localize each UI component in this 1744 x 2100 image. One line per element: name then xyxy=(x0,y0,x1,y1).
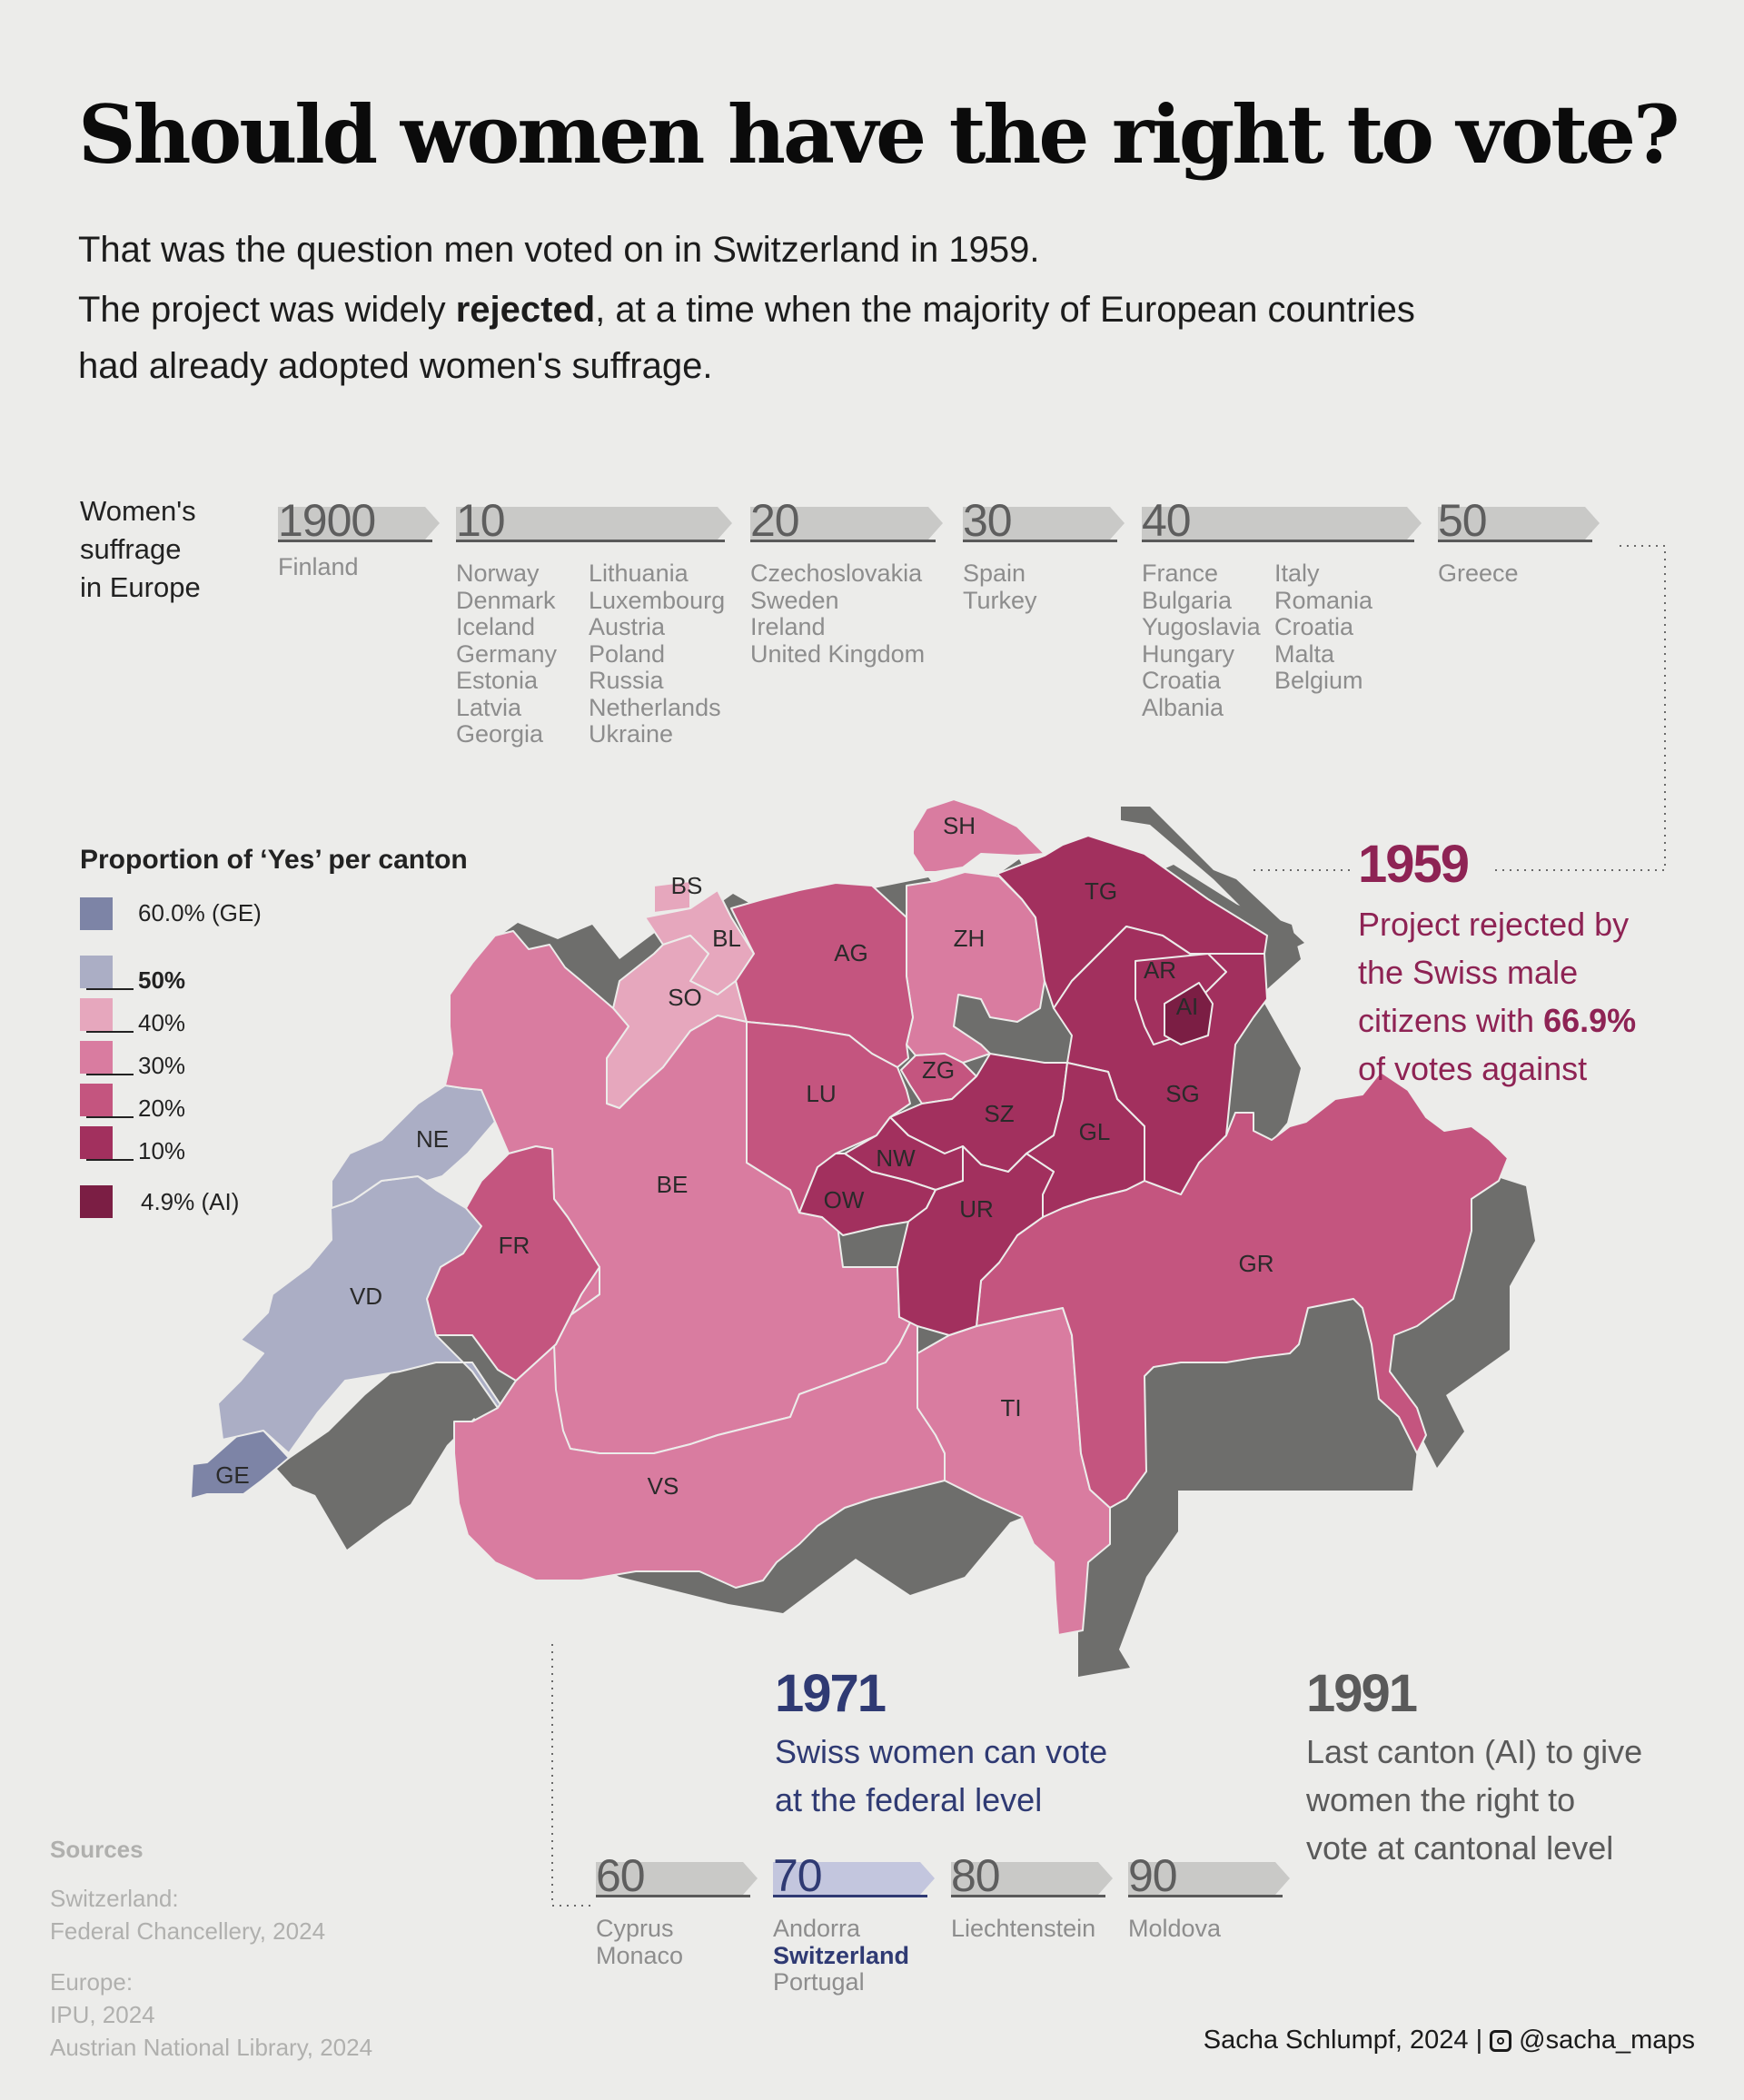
decade-label: 70 xyxy=(773,1850,822,1901)
sources-switzerland xyxy=(50,1882,372,1947)
subtitle-line-3: had already adopted women's suffrage. xyxy=(78,346,713,386)
subtitle-text: That was the question men voted on in Switzerland in xyxy=(78,230,949,270)
source-line: Austrian National Library, 2024 xyxy=(50,2034,373,2061)
country-name: Netherlands xyxy=(589,693,721,721)
country-name: Malta xyxy=(1274,639,1335,668)
country-name: Croatia xyxy=(1274,613,1354,640)
annotation-line: Swiss women can vote xyxy=(775,1733,1108,1770)
country-name: Spain xyxy=(963,560,1026,587)
canton-label-vs: VS xyxy=(647,1472,679,1500)
annotation-line-text: citizens with xyxy=(1358,1002,1544,1039)
credit xyxy=(1204,2026,1695,2055)
decade-label: 50 xyxy=(1438,495,1487,546)
canton-label-vd: VD xyxy=(349,1283,383,1310)
canton-label-lu: LU xyxy=(806,1080,837,1107)
country-name: Georgia xyxy=(456,720,544,748)
source-line: Europe: xyxy=(50,1968,134,1996)
canton-label-ar: AR xyxy=(1143,956,1177,984)
country-name: Andorra xyxy=(773,1915,861,1942)
country-name: Denmark xyxy=(456,586,556,614)
country-name: Austria xyxy=(589,613,666,640)
country-name: Belgium xyxy=(1274,667,1363,694)
canton-label-ti: TI xyxy=(1000,1394,1022,1421)
label-line: suffrage xyxy=(80,533,182,565)
subtitle-text: The project was widely xyxy=(78,290,456,330)
canton-label-ge: GE xyxy=(215,1461,250,1489)
annotation-text xyxy=(1306,1728,1642,1872)
country-name-highlight: Switzerland xyxy=(773,1941,910,1969)
country-name: Bulgaria xyxy=(1142,586,1233,614)
canton-label-fr: FR xyxy=(498,1232,530,1259)
legend-top-label: 60.0% (GE) xyxy=(138,899,262,926)
annotation-line: vote at cantonal level xyxy=(1306,1829,1614,1867)
decade-label: 20 xyxy=(750,495,799,546)
country-name: Germany xyxy=(456,639,558,668)
subtitle-text: , at a time when the majority of European countries xyxy=(595,290,1415,330)
annotation-line: at the federal level xyxy=(775,1781,1043,1818)
country-name: Romania xyxy=(1274,586,1373,614)
credit-author: Sacha Schlumpf, 2024 xyxy=(1203,2026,1469,2055)
canton-label-sg: SG xyxy=(1165,1080,1200,1107)
label-line: in Europe xyxy=(80,571,201,603)
decade-label: 40 xyxy=(1142,495,1191,546)
country-name: Ukraine xyxy=(589,720,674,748)
decade-label: 90 xyxy=(1128,1850,1177,1901)
annotation-text xyxy=(1358,900,1636,1093)
legend-title: Proportion of ‘Yes’ per canton xyxy=(80,845,468,875)
canton-label-zg: ZG xyxy=(921,1056,956,1084)
annotation-year: 1959 xyxy=(1358,835,1469,894)
annotation-1991 xyxy=(1306,1663,1642,1872)
country-name: France xyxy=(1142,560,1219,587)
country-name: Greece xyxy=(1438,560,1519,587)
canton-label-zh: ZH xyxy=(953,925,986,952)
annotation-emphasis: 66.9% xyxy=(1543,1002,1637,1039)
canton-label-ag: AG xyxy=(834,939,868,966)
legend-tick-label: 40% xyxy=(138,1009,186,1036)
canton-label-ow: OW xyxy=(823,1186,865,1213)
annotation-line: the Swiss male xyxy=(1358,954,1579,991)
canton-label-tg: TG xyxy=(1084,877,1118,905)
country-name: Ireland xyxy=(750,613,826,640)
sources-europe xyxy=(50,1966,372,2064)
legend-bottom-label: 4.9% (AI) xyxy=(141,1188,240,1215)
country-name: Latvia xyxy=(456,693,522,721)
canton-label-be: BE xyxy=(656,1171,689,1198)
connector-1959 xyxy=(1494,546,1665,870)
decade-label: 60 xyxy=(596,1850,645,1901)
annotation-year: 1971 xyxy=(775,1664,886,1723)
subtitle-emphasis: rejected xyxy=(455,290,596,330)
legend-tick-label: 50% xyxy=(138,966,186,994)
annotation-line: women the right to xyxy=(1306,1781,1576,1818)
country-name: Yugoslavia xyxy=(1142,613,1261,640)
canton-label-gl: GL xyxy=(1078,1118,1111,1145)
country-name: Estonia xyxy=(456,667,539,694)
country-name: Lithuania xyxy=(589,560,689,587)
sources xyxy=(50,1833,372,2082)
decade-label: 10 xyxy=(456,495,505,546)
annotation-line xyxy=(1358,996,1636,1045)
annotation-1959 xyxy=(1358,834,1636,1093)
canton-label-sz: SZ xyxy=(984,1100,1015,1127)
annotation-line: Last canton (AI) to give xyxy=(1306,1733,1643,1770)
country-name: United Kingdom xyxy=(750,639,926,668)
connector-1971 xyxy=(552,1644,596,1906)
legend-tick-label: 30% xyxy=(138,1052,186,1079)
canton-label-ne: NE xyxy=(415,1125,450,1153)
country-name: Moldova xyxy=(1128,1915,1222,1942)
canton-label-ai: AI xyxy=(1175,993,1199,1020)
instagram-icon xyxy=(1490,2030,1511,2052)
page-title: Should women have the right to vote? xyxy=(78,87,1678,182)
source-line: Federal Chancellery, 2024 xyxy=(50,1917,326,1945)
legend-tick-label: 10% xyxy=(138,1137,186,1164)
credit-separator: | xyxy=(1475,2026,1483,2055)
country-name: Norway xyxy=(456,560,540,587)
annotation-1971 xyxy=(775,1663,1107,1824)
canton-label-bl: BL xyxy=(712,925,741,952)
country-name: Croatia xyxy=(1142,667,1222,694)
canton-label-nw: NW xyxy=(876,1144,916,1172)
canton-label-bs: BS xyxy=(670,872,703,899)
source-line: Switzerland: xyxy=(50,1885,179,1912)
country-name: Portugal xyxy=(773,1968,865,1996)
country-name: Finland xyxy=(278,553,359,580)
decade-label: 30 xyxy=(963,495,1012,546)
subtitle-text: . xyxy=(1029,230,1040,270)
country-name: Poland xyxy=(589,639,666,668)
country-name: Cyprus xyxy=(596,1915,674,1942)
annotation-line: of votes against xyxy=(1358,1050,1588,1087)
country-name: Russia xyxy=(589,667,664,694)
country-name: Hungary xyxy=(1142,639,1235,668)
canton-label-gr: GR xyxy=(1238,1250,1274,1277)
subtitle-year: 1959 xyxy=(948,230,1030,270)
country-name: Luxembourg xyxy=(589,586,726,614)
canton-label-ur: UR xyxy=(959,1195,994,1223)
annotation-line: Project rejected by xyxy=(1358,906,1630,943)
country-name: Czechoslovakia xyxy=(750,560,923,587)
credit-handle[interactable]: @sacha_maps xyxy=(1519,2026,1695,2055)
country-name: Monaco xyxy=(596,1941,684,1969)
canton-sh xyxy=(913,799,1045,872)
annotation-year: 1991 xyxy=(1306,1664,1417,1723)
source-line: IPU, 2024 xyxy=(50,2001,155,2028)
label-line: Women's xyxy=(80,495,196,527)
canton-label-sh: SH xyxy=(942,812,976,839)
canton-label-so: SO xyxy=(668,984,702,1011)
decade-label: 80 xyxy=(951,1850,1000,1901)
decade-label: 1900 xyxy=(278,495,376,546)
country-name: Liechtenstein xyxy=(951,1915,1096,1942)
country-name: Italy xyxy=(1274,560,1320,587)
country-name: Sweden xyxy=(750,586,839,614)
sources-title: Sources xyxy=(50,1836,144,1863)
annotation-text xyxy=(775,1728,1107,1824)
legend-tick-label: 20% xyxy=(138,1095,186,1122)
country-name: Albania xyxy=(1142,693,1224,721)
country-name: Turkey xyxy=(963,586,1037,614)
country-name: Iceland xyxy=(456,613,536,640)
